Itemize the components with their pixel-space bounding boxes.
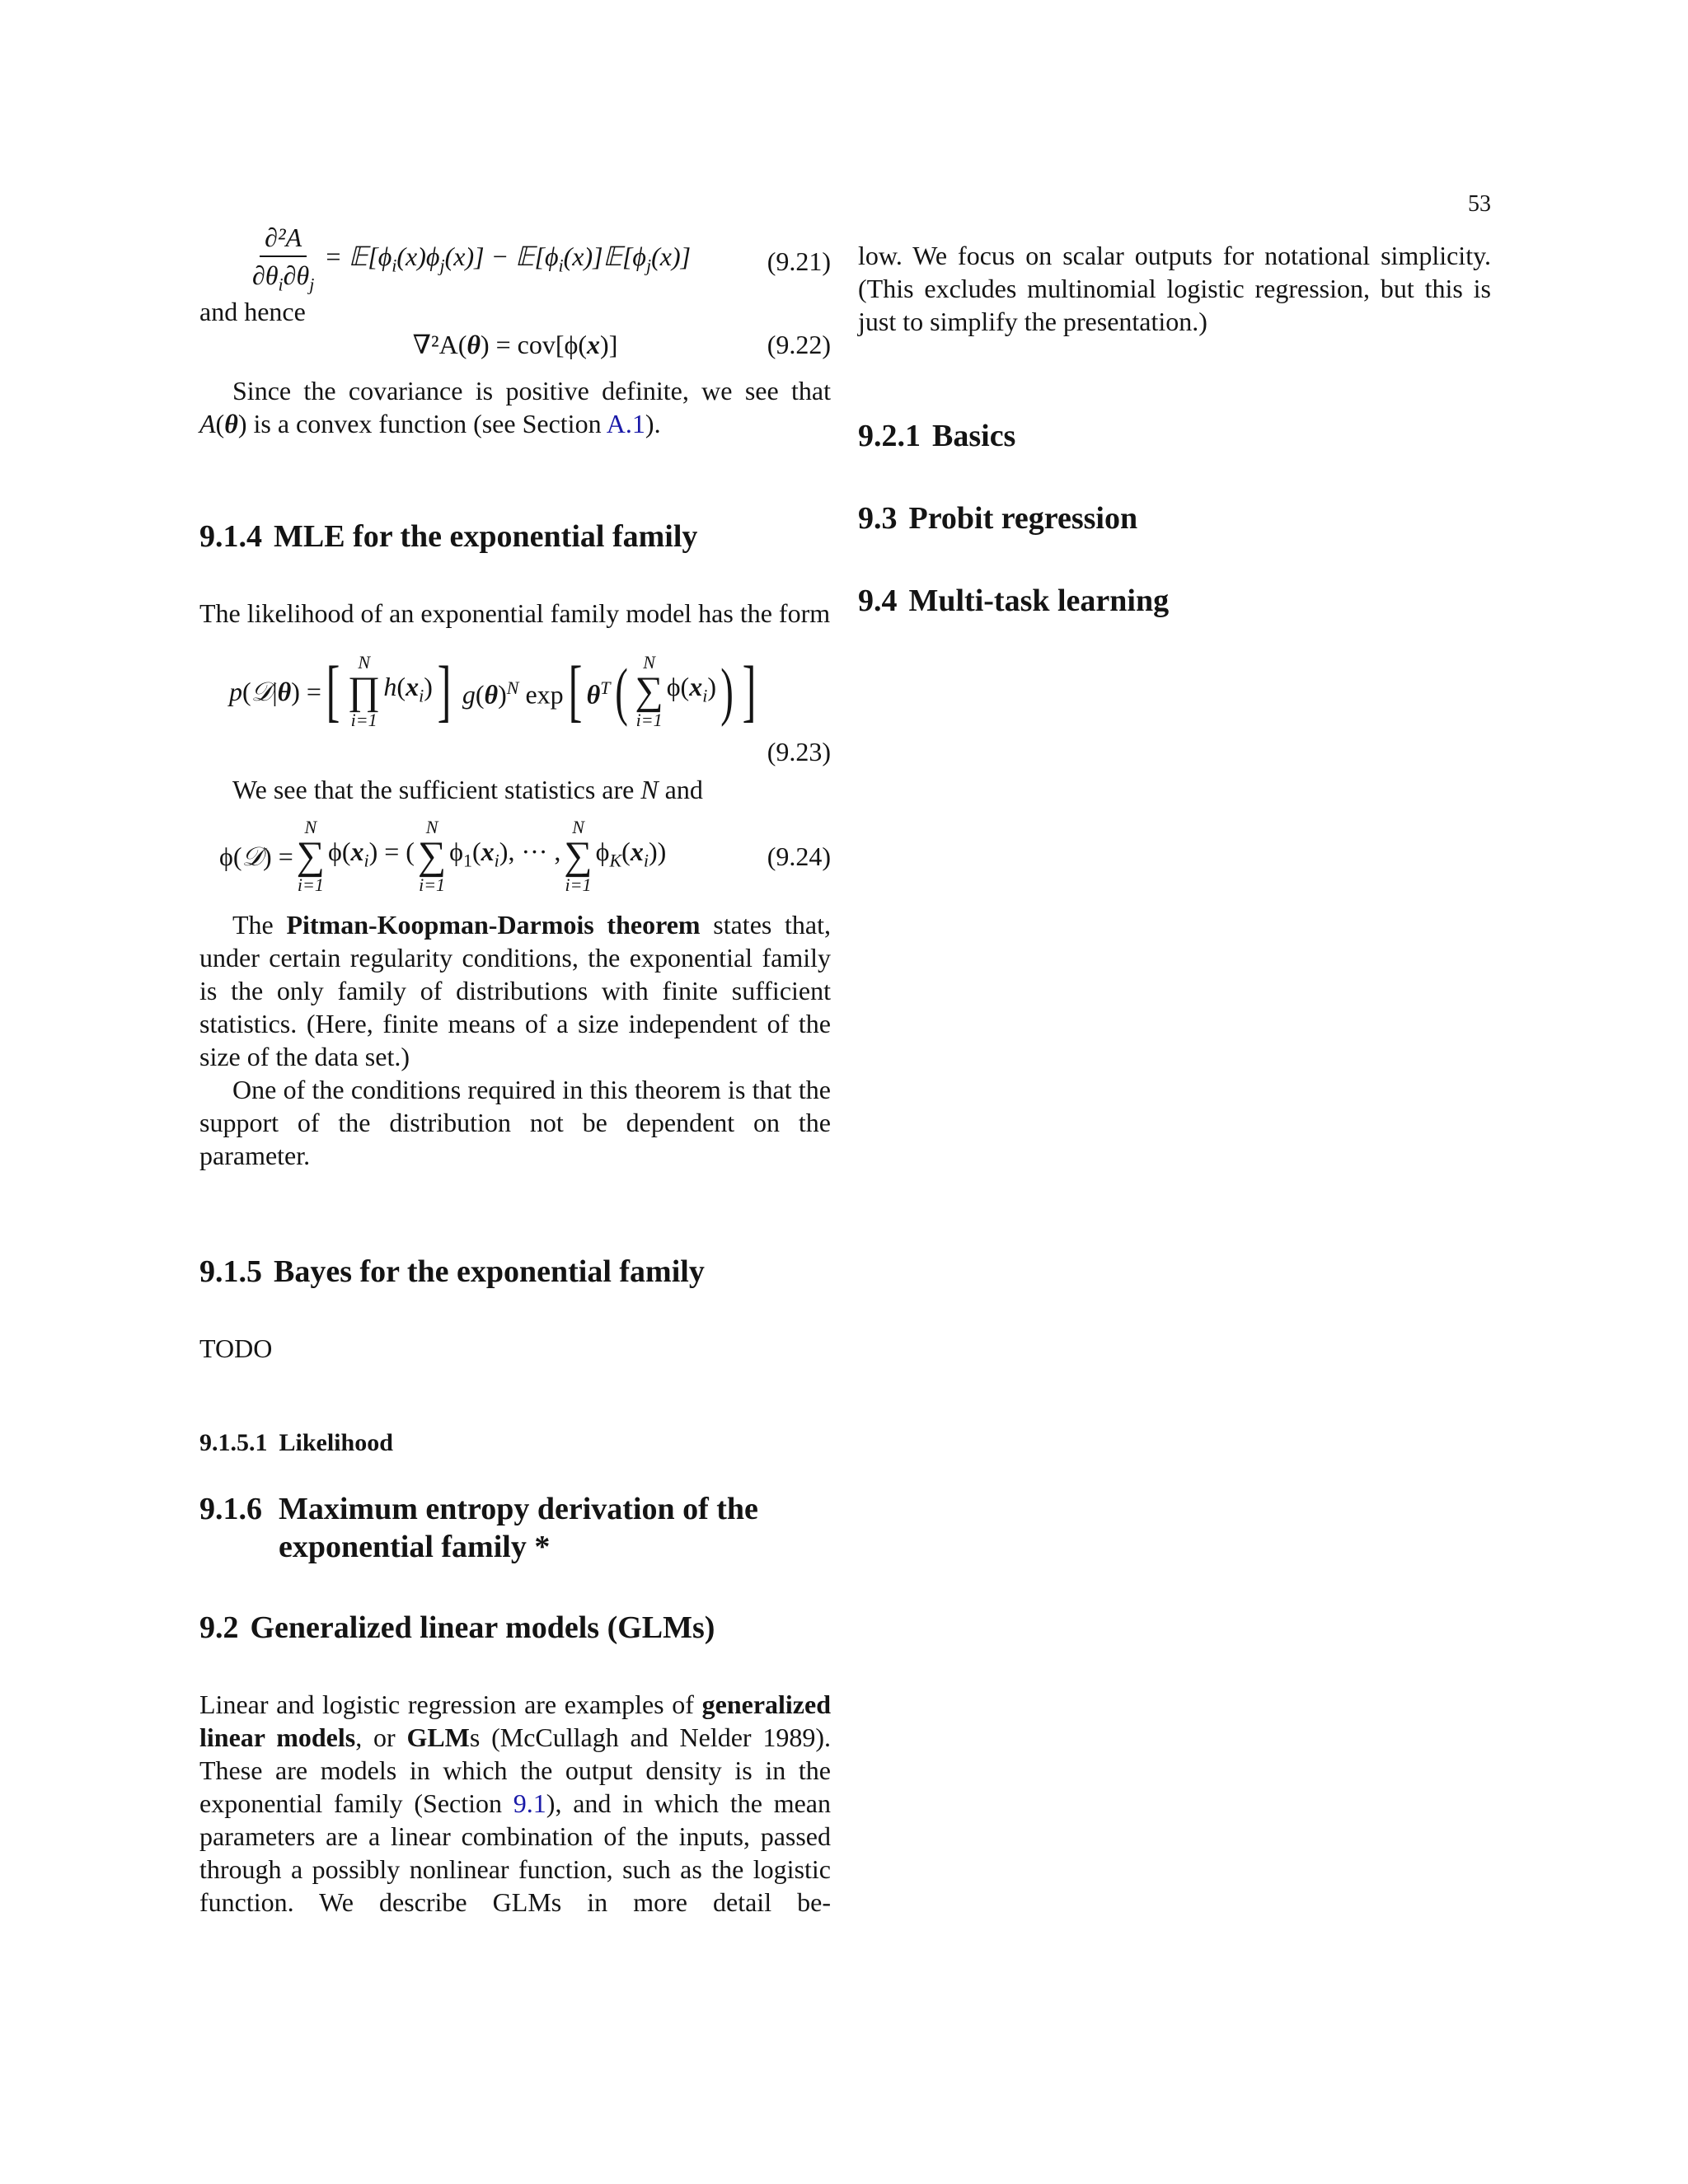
right-column xyxy=(858,239,1491,620)
section-heading-9-2-1 xyxy=(858,417,1491,455)
section-title: Likelihood xyxy=(279,1429,393,1456)
section-heading-9-4 xyxy=(858,582,1491,620)
section-title: Bayes for the exponential family xyxy=(274,1254,705,1289)
equation-rhs: = $𝔼[\phi_i(x)\phi_j(x)]$ − $𝔼[\phi_i(x)]𝔼[\phi_j(x)]$ xyxy=(324,241,692,276)
equation-9-23: p ( 𝒟 | θ ) = [ N ∏ i=1 $h(x_i)$ ] $g(\theta)^N$ exp [ $\theta^T$ ( N ∑ i=1 $\phi(x_i)$ ) ] (9.23) xyxy=(229,652,831,766)
section-number: 9.2 xyxy=(199,1610,239,1645)
paragraph-glm: Linear and logistic regression are examples of generalized linear models, or GLMs (McCullagh and Nelder 1989). These are models in which the output density is in the exponential family (Section 9.1), and in which the mean parameters are a linear combination of the inputs, passed through a possibly nonlinear function, such as the logistic function. We describe GLMs in more detail be- xyxy=(199,1690,832,1917)
subsection-heading-9-1-5-1 xyxy=(199,1427,831,1459)
paragraph-pkd-theorem: The Pitman-Koopman-Darmois theorem states that, under certain regularity conditions, the exponential family is the only family of distributions with finite sufficient statistics. (Here, finite means of a size independent of the size of the data set.) xyxy=(199,910,832,1071)
section-heading-9-1-5 xyxy=(199,1253,831,1291)
equation-9-22 xyxy=(199,328,831,361)
section-title: MLE for the exponential family xyxy=(274,519,698,554)
fraction-numerator: ∂²A xyxy=(260,221,307,257)
section-number: 9.4 xyxy=(858,583,898,618)
section-heading-9-2 xyxy=(199,1609,831,1647)
partial-derivative-fraction xyxy=(247,221,319,301)
todo-text: TODO xyxy=(199,1333,273,1363)
section-number: 9.3 xyxy=(858,501,898,536)
paragraph-sufficient: We see that the sufficient statistics are N and xyxy=(232,775,703,804)
paragraph-likelihood: The likelihood of an exponential family model has the form xyxy=(199,598,831,628)
section-title: Basics xyxy=(932,419,1016,453)
section-title: Multi-task learning xyxy=(908,583,1170,618)
section-heading-9-1-6 xyxy=(199,1490,831,1566)
section-number: 9.1.5.1 xyxy=(199,1429,268,1456)
section-heading-9-1-4 xyxy=(199,518,831,555)
and-hence-text: and hence xyxy=(199,297,306,326)
section-heading-9-3 xyxy=(858,499,1491,537)
equation-expression: ∇²A(θ) = cov[ϕ(x)] xyxy=(412,330,618,359)
paragraph-conditions: One of the conditions required in this theorem is that the support of the distribution not be dependent on the parameter. xyxy=(199,1075,831,1170)
equation-9-21 xyxy=(199,223,831,295)
equation-number: (9.24) xyxy=(767,841,831,871)
section-title: Generalized linear models (GLMs) xyxy=(250,1610,715,1645)
paragraph-convex: Since the covariance is positive definite, we see that A(θ) is a convex function (see Section A.1). xyxy=(199,376,831,438)
left-column xyxy=(199,223,832,1919)
section-number: 9.1.6 xyxy=(199,1492,262,1526)
section-title: Probit regression xyxy=(908,501,1138,536)
section-number: 9.1.4 xyxy=(199,519,262,554)
section-number: 9.2.1 xyxy=(858,419,921,453)
equation-number: (9.23) xyxy=(767,737,831,766)
section-title: Maximum entropy derivation of the exponential family * xyxy=(279,1492,758,1564)
section-number: 9.1.5 xyxy=(199,1254,262,1289)
paragraph-glm-continued: low. We focus on scalar outputs for notational simplicity. (This excludes multinomial logistic regression, but this is just to simplify the presentation.) xyxy=(858,241,1491,336)
equation-number: (9.21) xyxy=(767,246,831,276)
fraction-denominator: $\partial\theta_i\partial\theta_j$ xyxy=(252,260,315,295)
equation-number: (9.22) xyxy=(767,330,831,359)
page-number: 53 xyxy=(1468,191,1491,217)
equation-9-24: ϕ(𝒟) = N ∑ i=1 $\phi(x_i)$ = ( N ∑ i=1 $\phi_1(x_i)$, ··· , N ∑ i=1 $\phi_K(x_i)$) (9.24) xyxy=(219,817,831,895)
